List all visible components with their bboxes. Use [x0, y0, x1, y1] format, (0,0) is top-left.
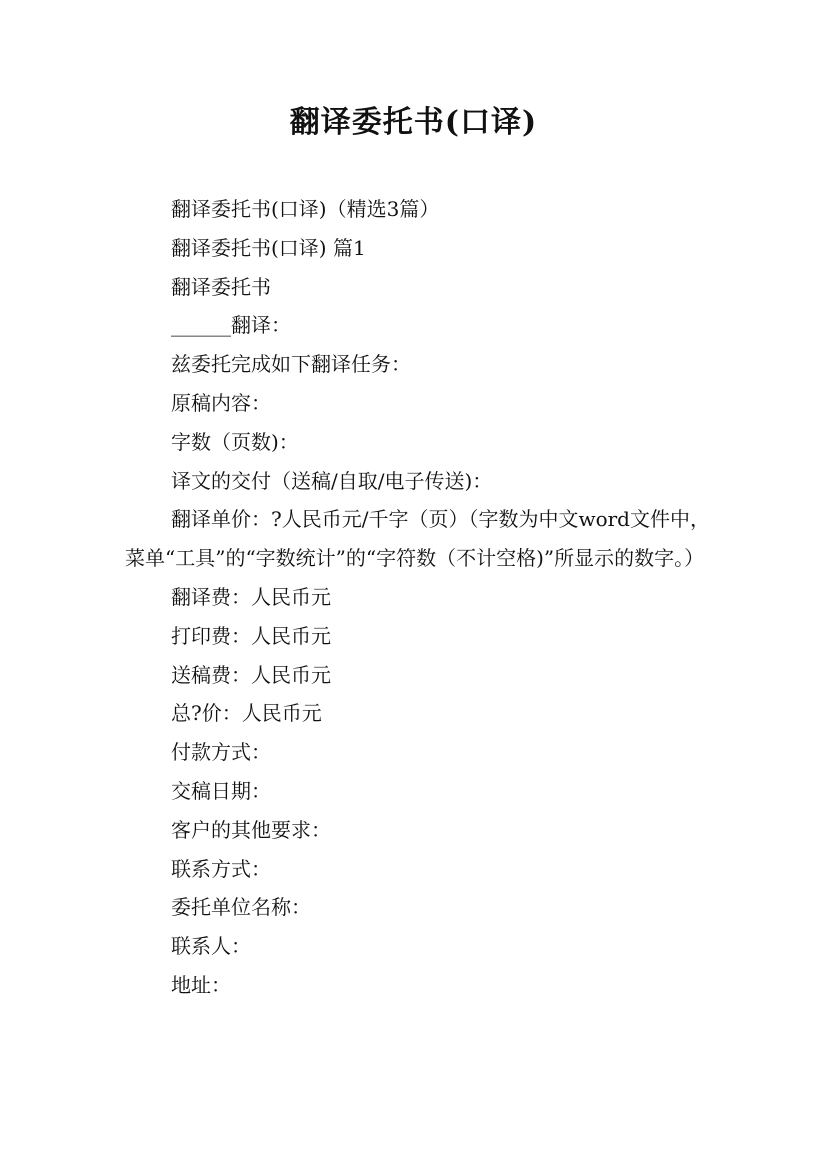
document-body: [125, 190, 710, 1005]
paragraph-delivery-fee: 送稿费：人民币元: [171, 662, 331, 687]
paragraph-address: 地址：: [171, 972, 231, 997]
paragraph-translator-blank: ______翻译：: [171, 313, 291, 338]
paragraph-other-requirements: 客户的其他要求：: [171, 817, 331, 842]
paragraph-client-name: 委托单位名称：: [171, 895, 311, 920]
paragraph-original-content: 原稿内容：: [171, 390, 271, 415]
paragraph-printing-fee: 打印费：人民币元: [171, 623, 331, 648]
paragraph-contact-person: 联系人：: [171, 934, 251, 959]
paragraph-commission-intro: 兹委托完成如下翻译任务：: [171, 352, 411, 377]
paragraph-word-count: 字数（页数)：: [171, 429, 299, 454]
paragraph-subtitle: 翻译委托书(口译)（精选3篇）: [171, 197, 440, 221]
paragraph-delivery: 译文的交付（送稿/自取/电子传送)：: [171, 468, 493, 493]
paragraph-translation-fee: 翻译费：人民币元: [171, 584, 331, 609]
paragraph-due-date: 交稿日期：: [171, 778, 271, 803]
paragraph-unit-price: 翻译单价：?人民币元/千字（页）（字数为中文word文件中，菜单“工具”的“字数统计”的“字符数（不计空格)”所显示的数字。）: [125, 507, 710, 571]
paragraph-section-heading: 翻译委托书(口译) 篇1: [171, 235, 366, 260]
paragraph-contact-info: 联系方式：: [171, 856, 271, 881]
paragraph-payment-method: 付款方式：: [171, 740, 271, 765]
paragraph-total-price: 总?价：人民币元: [171, 701, 322, 726]
paragraph-form-title: 翻译委托书: [171, 274, 271, 299]
document-title: 翻译委托书(口译): [289, 105, 538, 140]
